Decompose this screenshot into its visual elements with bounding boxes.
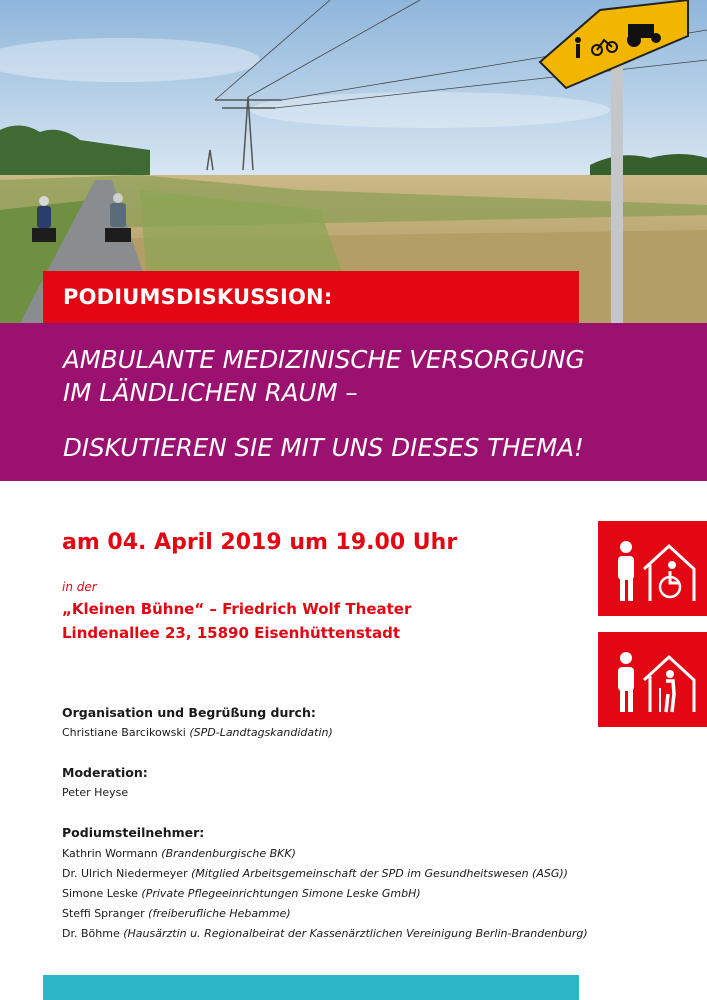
- panel-member-name: Kathrin Wormann: [62, 847, 158, 860]
- panel-member: [62, 907, 291, 920]
- panel-member-name: Steffi Spranger: [62, 907, 145, 920]
- panel-member: [62, 847, 296, 860]
- moderation-name: Peter Heyse: [62, 786, 129, 799]
- panel-heading: Podiumsteilnehmer:: [62, 825, 205, 840]
- panel-member: [62, 887, 421, 900]
- organisation-line: [62, 726, 333, 739]
- topic-line-1: AMBULANTE MEDIZINISCHE VERSORGUNG: [63, 345, 585, 374]
- footer-accent-bar: [43, 975, 579, 1000]
- topic-band: [0, 323, 707, 481]
- panel-member-name: Simone Leske: [62, 887, 138, 900]
- panel-member-name: Dr. Böhme: [62, 927, 120, 940]
- panel-member-role: (Brandenburgische BKK): [161, 847, 296, 860]
- organisation-role: (SPD-Landtagskandidatin): [189, 726, 333, 739]
- organisation-name: Christiane Barcikowski: [62, 726, 186, 739]
- panel-member-role: (Hausärztin u. Regionalbeirat der Kassenärztlichen Vereinigung Berlin-Brandenburg): [123, 927, 588, 940]
- event-type-title: PODIUMSDISKUSSION:: [63, 285, 333, 309]
- panel-member-role: (freiberufliche Hebamme): [148, 907, 291, 920]
- topic-line-2: IM LÄNDLICHEN RAUM –: [63, 378, 358, 407]
- topic-line-3: DISKUTIEREN SIE MIT UNS DIESES THEMA!: [63, 433, 584, 462]
- panel-member-role: (Mitglied Arbeitsgemeinschaft der SPD im Gesundheitswesen (ASG)): [191, 867, 568, 880]
- event-date: am 04. April 2019 um 19.00 Uhr: [62, 530, 458, 555]
- panel-member-name: Dr. Ulrich Niedermeyer: [62, 867, 188, 880]
- venue-intro: in der: [62, 580, 97, 594]
- moderation-heading: Moderation:: [62, 765, 148, 780]
- panel-member: [62, 867, 568, 880]
- panel-member-role: (Private Pflegeeinrichtungen Simone Leske GmbH): [141, 887, 421, 900]
- organisation-heading: Organisation und Begrüßung durch:: [62, 705, 316, 720]
- venue-name: „Kleinen Bühne“ – Friedrich Wolf Theater: [62, 600, 412, 618]
- panel-member: [62, 927, 588, 940]
- event-type-banner: [43, 271, 579, 323]
- care-home-elderly-icon: [598, 632, 707, 727]
- care-home-wheelchair-icon: [598, 521, 707, 616]
- venue-address: Lindenallee 23, 15890 Eisenhüttenstadt: [62, 624, 400, 642]
